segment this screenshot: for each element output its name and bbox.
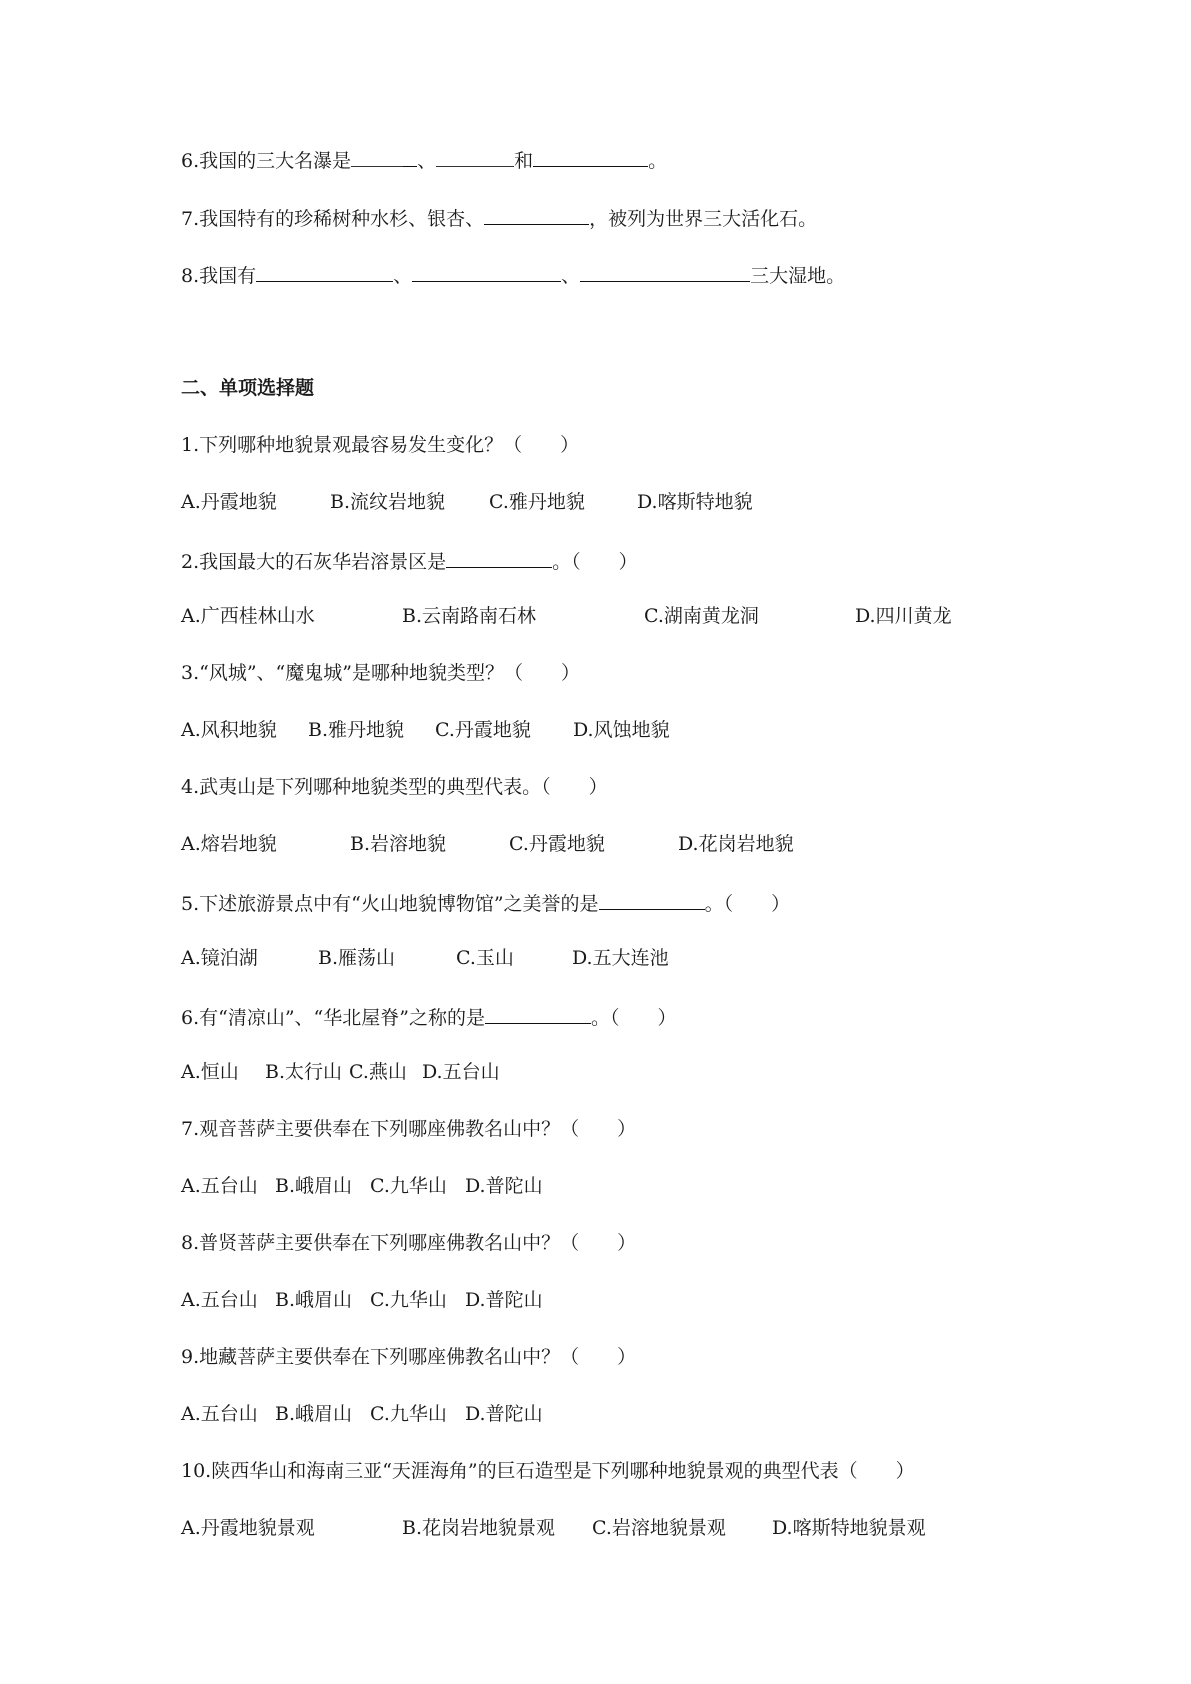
fill-in-question-7: 7.我国特有的珍稀树种水杉、银杏、 ，被列为世界三大活化石。	[181, 204, 817, 228]
answer-blank[interactable]	[599, 889, 705, 910]
answer-blank[interactable]	[446, 547, 552, 568]
option-b[interactable]: B.花岗岩地貌景观	[402, 1517, 556, 1539]
fill-in-question-6: 6.我国的三大名瀑是 、 和 。	[181, 146, 667, 170]
question-3: 3.“风城”、“魔鬼城”是哪种地貌类型？（ ）	[181, 662, 580, 684]
option-b[interactable]: B.峨眉山	[275, 1403, 353, 1425]
option-c[interactable]: C.燕山	[349, 1061, 407, 1083]
options-10	[181, 1516, 926, 1540]
option-d[interactable]: D.喀斯特地貌	[637, 491, 753, 513]
option-c[interactable]: C.丹霞地貌	[509, 833, 605, 855]
question-4: 4.武夷山是下列哪种地貌类型的典型代表。（ ）	[181, 776, 608, 798]
option-a[interactable]: A.恒山	[181, 1061, 239, 1083]
options-7	[181, 1174, 543, 1198]
question-1: 1.下列哪种地貌景观最容易发生变化？（ ）	[181, 434, 580, 456]
option-a[interactable]: A.镜泊湖	[181, 947, 258, 969]
option-b[interactable]: B.太行山	[265, 1061, 343, 1083]
option-a[interactable]: A.丹霞地貌景观	[181, 1517, 315, 1539]
answer-blank[interactable]	[256, 261, 393, 282]
option-c[interactable]: C.九华山	[370, 1403, 447, 1425]
question-2: 2.我国最大的石灰华岩溶景区是 。（ ）	[181, 547, 638, 571]
question-6: 6.有“清凉山”、“华北屋脊”之称的是 。（ ）	[181, 1003, 677, 1027]
option-d[interactable]: D.喀斯特地貌景观	[772, 1517, 926, 1539]
answer-blank[interactable]	[485, 1003, 591, 1024]
option-d[interactable]: D.普陀山	[465, 1175, 543, 1197]
option-c[interactable]: C.岩溶地貌景观	[592, 1517, 726, 1539]
section-heading: 二、单项选择题	[181, 377, 315, 399]
option-b[interactable]: B.峨眉山	[275, 1175, 353, 1197]
question-9: 9.地藏菩萨主要供奉在下列哪座佛教名山中？（ ）	[181, 1346, 637, 1368]
option-a[interactable]: A.五台山	[181, 1403, 258, 1425]
answer-blank[interactable]	[403, 146, 417, 167]
option-a[interactable]: A.丹霞地貌	[181, 491, 277, 513]
answer-blank[interactable]	[533, 146, 648, 167]
answer-blank[interactable]	[412, 261, 561, 282]
answer-blank[interactable]	[351, 146, 403, 167]
option-b[interactable]: B.云南路南石林	[402, 605, 537, 627]
option-b[interactable]: B.岩溶地貌	[350, 833, 447, 855]
question-text: 8.我国有	[181, 265, 257, 287]
question-8: 8.普贤菩萨主要供奉在下列哪座佛教名山中？（ ）	[181, 1232, 637, 1254]
option-d[interactable]: D.五大连池	[572, 947, 669, 969]
options-6	[181, 1060, 500, 1084]
option-c[interactable]: C.雅丹地貌	[489, 491, 585, 513]
options-2	[181, 604, 952, 628]
option-b[interactable]: B.雁荡山	[318, 947, 396, 969]
question-text: 7.我国特有的珍稀树种水杉、银杏、	[181, 208, 485, 230]
question-text: 6.我国的三大名瀑是	[181, 150, 352, 172]
option-a[interactable]: A.熔岩地貌	[181, 833, 277, 855]
option-c[interactable]: C.湖南黄龙洞	[644, 605, 759, 627]
answer-blank[interactable]	[580, 261, 750, 282]
fill-in-question-8: 8.我国有 、 、 三大湿地。	[181, 261, 845, 285]
option-a[interactable]: A.五台山	[181, 1289, 258, 1311]
options-8	[181, 1288, 543, 1312]
option-d[interactable]: D.风蚀地貌	[573, 719, 670, 741]
option-d[interactable]: D.普陀山	[465, 1289, 543, 1311]
option-c[interactable]: C.丹霞地貌	[435, 719, 531, 741]
options-4	[181, 832, 794, 856]
option-b[interactable]: B.雅丹地貌	[308, 719, 405, 741]
option-c[interactable]: C.九华山	[370, 1175, 447, 1197]
option-c[interactable]: C.玉山	[456, 947, 514, 969]
options-5	[181, 946, 669, 970]
option-d[interactable]: D.五台山	[422, 1061, 500, 1083]
option-d[interactable]: D.花岗岩地貌	[678, 833, 794, 855]
option-a[interactable]: A.五台山	[181, 1175, 258, 1197]
question-7: 7.观音菩萨主要供奉在下列哪座佛教名山中？（ ）	[181, 1118, 637, 1140]
option-c[interactable]: C.九华山	[370, 1289, 447, 1311]
option-b[interactable]: B.流纹岩地貌	[330, 491, 446, 513]
answer-blank[interactable]	[484, 204, 589, 225]
answer-blank[interactable]	[436, 146, 514, 167]
option-d[interactable]: D.四川黄龙	[855, 605, 952, 627]
options-9	[181, 1402, 543, 1426]
question-5: 5.下述旅游景点中有“火山地貌博物馆”之美誉的是 。（ ）	[181, 889, 790, 913]
option-a[interactable]: A.广西桂林山水	[181, 605, 315, 627]
option-d[interactable]: D.普陀山	[465, 1403, 543, 1425]
options-1	[181, 490, 753, 514]
option-b[interactable]: B.峨眉山	[275, 1289, 353, 1311]
options-3	[181, 718, 670, 742]
question-10: 10.陕西华山和海南三亚“天涯海角”的巨石造型是下列哪种地貌景观的典型代表（ ）	[181, 1460, 915, 1482]
option-a[interactable]: A.风积地貌	[181, 719, 277, 741]
